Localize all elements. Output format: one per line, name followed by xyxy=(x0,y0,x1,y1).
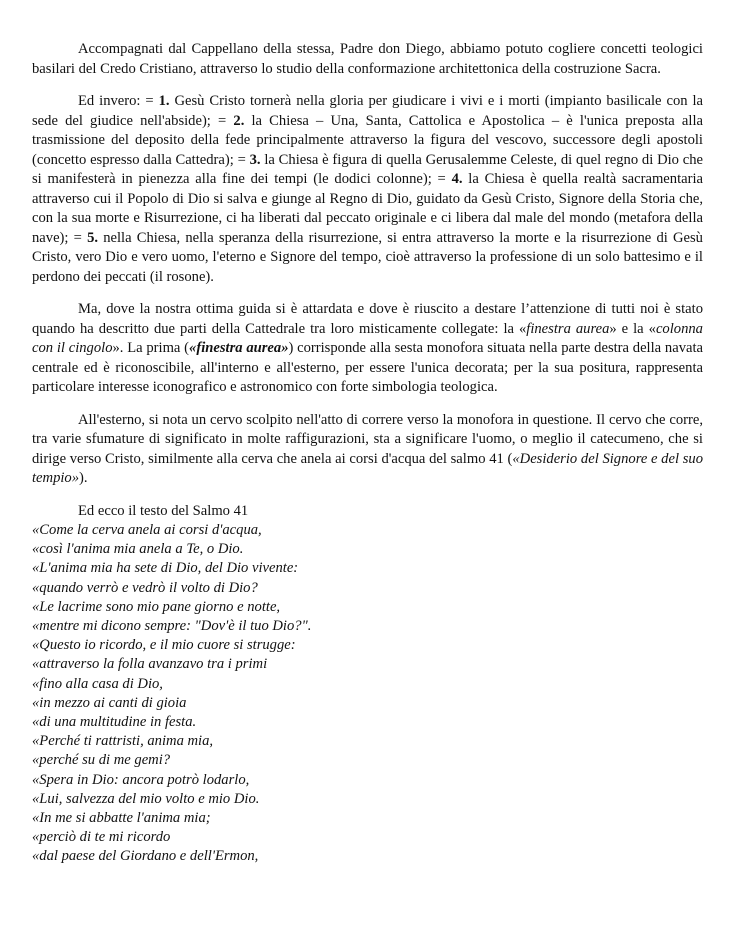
psalm-line: «fino alla casa di Dio, xyxy=(32,675,163,692)
psalm-line: «attraverso la folla avanzavo tra i primi xyxy=(32,656,268,673)
point-number-4: 4. xyxy=(451,171,463,187)
cervo-text-c: ). xyxy=(79,470,88,486)
psalm-line: «L'anima mia ha sete di Dio, del Dio vivente: xyxy=(32,560,299,577)
psalm-line: «Come la cerva anela ai corsi d'acqua, xyxy=(32,522,262,538)
finestra-aurea-bold-italic: «finestra aurea» xyxy=(189,340,289,356)
finestra-text-e: ». La prima ( xyxy=(112,340,190,356)
psalm-intro: Ed ecco il testo del Salmo 41 xyxy=(78,502,249,519)
colonna-cingolo-italic: colonna con il cingolo xyxy=(32,320,703,356)
point-text-3: la Chiesa è figura di quella Gerusalemme Celeste, di quel regno di Dio che si manifesterà in pienezza alla fine dei tempi (le dodici colonne); = xyxy=(32,151,703,187)
psalm-line: «perciò di te mi ricordo xyxy=(32,829,171,846)
psalm-line: «In me si abbatte l'anima mia; xyxy=(32,810,211,827)
paragraph-cervo xyxy=(32,411,703,489)
psalm-line: «così l'anima mia anela a Te, o Dio. xyxy=(32,541,244,558)
point-number-1: 1. xyxy=(158,93,170,109)
paragraph-finestra-aurea xyxy=(32,300,703,398)
point-text-1: Gesù Cristo tornerà nella gloria per giudicare i vivi e i morti (impianto basilicale con la sede del giudice nell'abside); = xyxy=(32,93,703,129)
psalm-line: «perché su di me gemi? xyxy=(32,752,171,769)
paragraph-intro xyxy=(32,40,703,79)
cervo-text-a: All'esterno, si nota un cervo scolpito nell'atto di correre verso la monofora in questione. Il cervo che corre, tra varie sfumature di significato in molte raffigurazioni, sta a significare l'uomo, o meglio il catecumeno, che si dirige verso Cristo, similmente alla cerva che anela ai corsi d'acqua del salmo 41 ( xyxy=(32,411,703,467)
point-number-3: 3. xyxy=(249,151,261,168)
psalm-line: «in mezzo ai canti di gioia xyxy=(32,694,187,711)
point-text-4: la Chiesa è quella realtà sacramentaria attraverso cui il Popolo di Dio si salva e giunge al Regno di Dio, guidato da Gesù Cristo, Signore della Storia che, con la sua morte e Risurrezione, ci ha liberati dal peccato originale e ci libera dal male del mondo (metafora della nave); = xyxy=(32,171,703,246)
finestra-aurea-italic: finestra aurea xyxy=(526,320,610,337)
finestra-text-c: » e la « xyxy=(609,320,656,337)
paragraph-intro-text: Accompagnati dal Cappellano della stessa, Padre don Diego, abbiamo potuto cogliere concetti teologici basilari del Credo Cristiano, attraverso lo studio della conformazione architettonica della costruzione Sacra. xyxy=(32,41,703,77)
salmo-title-italic: «Desiderio del Signore e del suo tempio» xyxy=(32,450,703,486)
finestra-text-a: Ma, dove la nostra ottima guida si è attardata e dove è riuscito a destare l’attenzione di tutti noi è stato quando ha descritto due parti della Cattedrale tra loro misticamente collegate: la « xyxy=(32,301,703,337)
psalm-verses xyxy=(32,521,703,867)
psalm-line: «dal paese del Giordano e dell'Ermon, xyxy=(32,848,259,865)
points-lead: Ed invero: = xyxy=(78,93,159,109)
psalm-line: «Le lacrime sono mio pane giorno e notte, xyxy=(32,598,281,615)
finestra-text-g: ) corrisponde alla sesta monofora situata nella parte destra della navata centrale ed è riconoscibile, all'interno e all'esterno, per essere l'unica decorata; per la sua positura, rappresenta particolare interesse iconografico e astronomico con forte simbologia teologica. xyxy=(32,340,703,395)
point-text-5: nella Chiesa, nella speranza della risurrezione, si entra attraverso la morte e la risurrezione di Gesù Cristo, vero Dio e vero uomo, l'eterno e Signore del tempo, cioè attraverso la professione di un solo battesimo e il perdono dei peccati (il rosone). xyxy=(32,229,703,285)
psalm-line: «Questo io ricordo, e il mio cuore si strugge: xyxy=(32,637,296,654)
psalm-line: «mentre mi dicono sempre: "Dov'è il tuo Dio?". xyxy=(32,618,312,635)
psalm-line: «quando verrò e vedrò il volto di Dio? xyxy=(32,579,258,596)
point-text-2: la Chiesa – Una, Santa, Cattolica e Apostolica – è l'unica preposta alla trasmissione del deposito della fede principalmente attraverso la figura del vescovo, successore degli apostoli (concetto espresso dalla Cattedra); = xyxy=(32,112,703,168)
psalm-line: «Lui, salvezza del mio volto e mio Dio. xyxy=(32,790,260,807)
psalm-line: «di una multitudine in festa. xyxy=(32,714,197,731)
psalm-line: «Spera in Dio: ancora potrò lodarlo, xyxy=(32,771,250,788)
point-number-2: 2. xyxy=(233,112,245,129)
paragraph-points xyxy=(32,92,703,287)
psalm-line: «Perché ti rattristi, anima mia, xyxy=(32,733,214,750)
point-number-5: 5. xyxy=(87,229,99,246)
